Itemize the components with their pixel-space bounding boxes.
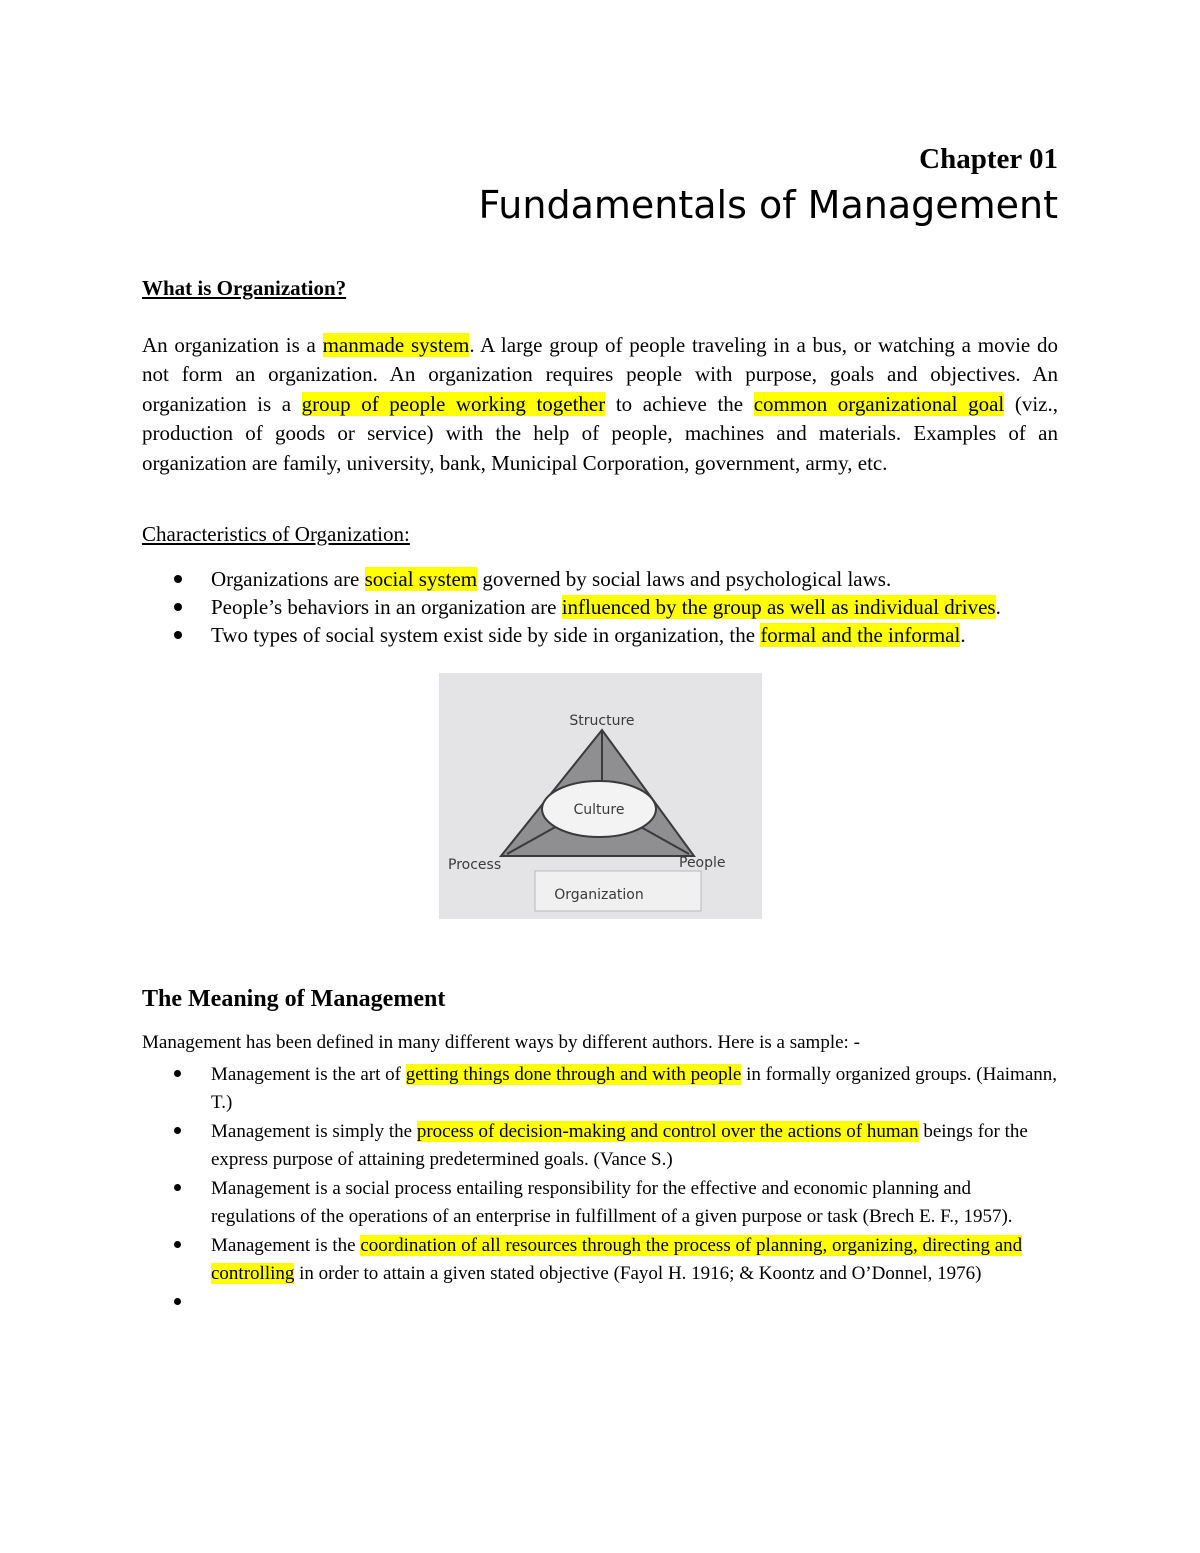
highlight-manmade-system: manmade system	[322, 333, 470, 357]
chapter-label: Chapter 01	[919, 143, 1058, 175]
item-text: Management is the art of	[211, 1064, 406, 1085]
organization-heading: What is Organization?	[142, 276, 347, 300]
organization-paragraph	[142, 331, 1058, 478]
item-text: Organizations are	[211, 567, 365, 591]
item-highlight: formal and the informal	[760, 623, 961, 647]
list-item	[142, 1232, 1058, 1288]
bullet-icon	[174, 631, 182, 639]
item-text: Management is the	[211, 1235, 361, 1256]
item-text: Management is simply the	[211, 1121, 417, 1142]
characteristics-heading: Characteristics of Organization:	[142, 522, 410, 546]
label-process: Process	[448, 857, 502, 873]
bullet-icon	[174, 1070, 181, 1077]
page-title: Fundamentals of Management	[478, 183, 1058, 227]
item-highlight: social system	[364, 567, 478, 591]
para-text: to achieve the	[605, 391, 754, 416]
item-text: People’s behaviors in an organization are	[211, 595, 562, 619]
bullet-icon	[174, 1184, 181, 1191]
list-item	[142, 622, 1058, 649]
list-item	[142, 566, 1058, 593]
label-organization: Organization	[554, 887, 644, 903]
bullet-icon	[174, 1127, 181, 1134]
item-text: governed by social laws and psychological laws.	[477, 567, 892, 591]
label-culture: Culture	[573, 802, 625, 818]
bullet-icon	[174, 575, 182, 583]
bullet-icon	[174, 1298, 181, 1305]
label-people: People	[679, 855, 726, 871]
bullet-icon	[174, 1241, 181, 1248]
list-item	[142, 1118, 1058, 1174]
management-heading: The Meaning of Management	[142, 986, 446, 1012]
item-text: Two types of social system exist side by side in organization, the	[211, 623, 761, 647]
item-text: in formally organized groups. (Haimann, T.)	[211, 1064, 1058, 1113]
item-text: in order to attain a given stated objective (Fayol H. 1916; & Koontz and O’Donnel, 1976)	[294, 1263, 982, 1284]
item-highlight: process of decision-making and control over the actions of human	[416, 1121, 919, 1142]
characteristics-list	[142, 566, 1058, 649]
list-item-empty	[142, 1289, 1058, 1317]
item-highlight: influenced by the group as well as individual drives	[561, 595, 996, 619]
highlight-group-of-people: group of people working together	[301, 391, 606, 416]
management-intro: Management has been defined in many different ways by different authors. Here is a sample: -	[142, 1032, 860, 1053]
item-text: Management is a social process entailing responsibility for the effective and economic planning and regulations of the operations of an enterprise in fulfillment of a given purpose or task (Brech E. F., 1957).	[211, 1178, 1013, 1227]
list-item	[142, 1175, 1058, 1231]
para-text: An organization is a	[142, 333, 323, 357]
list-item	[142, 594, 1058, 621]
highlight-common-goal: common organizational goal	[753, 391, 1005, 416]
item-text: .	[995, 595, 1001, 619]
definitions-list	[142, 1061, 1058, 1318]
para-text: (viz., production of goods or service) with the help of people, machines and materials. Examples of an organization are family, university, bank, Municipal Corporation, government, army, etc.	[142, 391, 1058, 475]
item-text: beings for the express purpose of attaining predetermined goals. (Vance S.)	[211, 1121, 1028, 1170]
organization-diagram	[439, 673, 762, 919]
item-highlight: coordination of all resources through the process of planning, organizing, directing and controlling	[211, 1235, 1023, 1284]
item-text: .	[960, 623, 966, 647]
item-highlight: getting things done through and with people	[405, 1064, 742, 1085]
bullet-icon	[174, 603, 182, 611]
label-structure: Structure	[569, 713, 635, 729]
para-text: . A large group of people traveling in a bus, or watching a movie do not form an organization. An organization requires people with purpose, goals and objectives. An organization is a	[142, 333, 1058, 416]
list-item	[142, 1061, 1058, 1117]
